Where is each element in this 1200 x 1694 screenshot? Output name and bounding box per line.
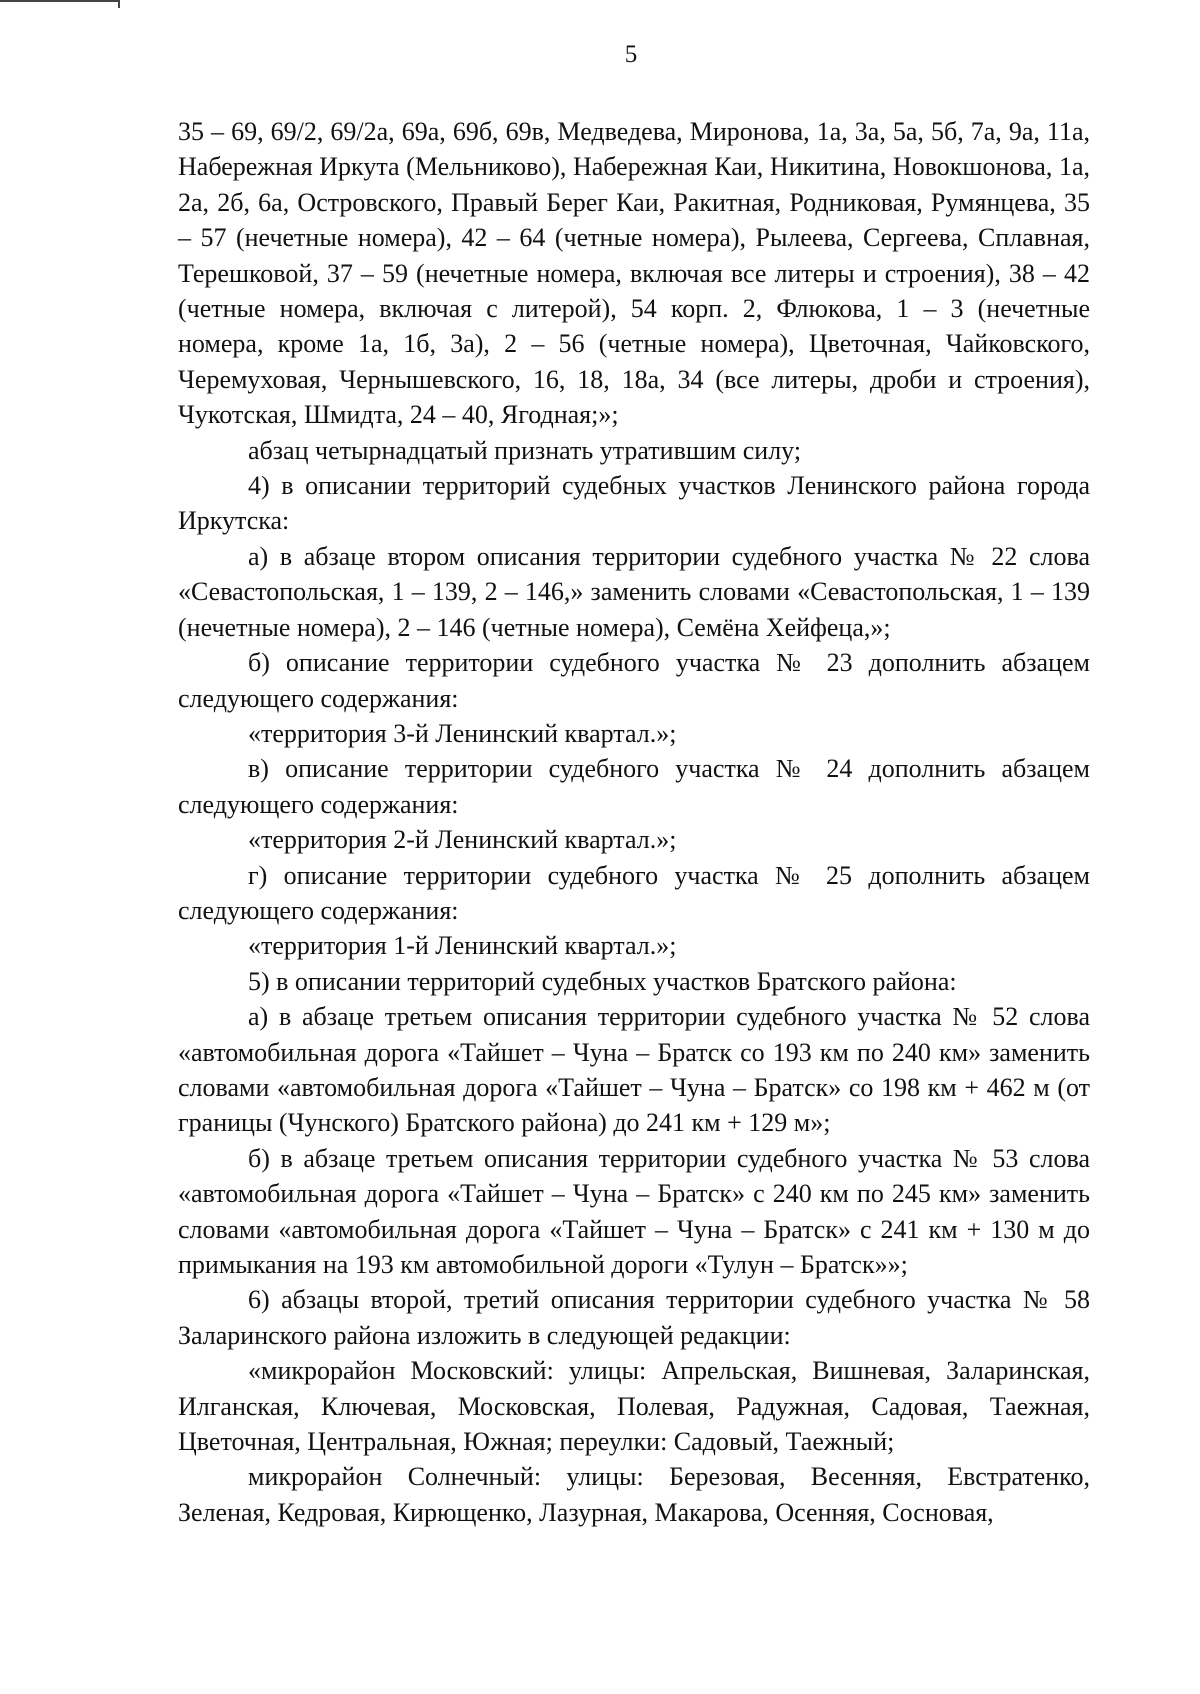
paragraph-item-4b: б) описание территории судебного участка № 23 дополнить абзацем следующего содержания: <box>178 648 1090 713</box>
paragraph-item-4a: а) в абзаце втором описания территории судебного участка № 22 слова «Севастопольская, 1 – 139, 2 – 146,» заменить словами «Севастопольская, 1 – 139 (нечетные номера), 2 – 146 (четные номера), Семёна Хейфеца,»; <box>178 541 1090 642</box>
page-number: 5 <box>624 41 638 68</box>
paragraph-item-4c: в) описание территории судебного участка № 24 дополнить абзацем следующего содержания: <box>178 754 1090 819</box>
paragraph-item-5: 5) в описании территорий судебных участков Братского района: <box>248 966 957 996</box>
document-body <box>178 114 1090 1530</box>
paragraph-14-repeal: абзац четырнадцатый признать утратившим силу; <box>248 435 802 465</box>
paragraph-item-5b: б) в абзаце третьем описания территории судебного участка № 53 слова «автомобильная дорога «Тайшет – Чуна – Братск» с 240 км по 245 км» заменить словами «автомобильная дорога «Тайшет – Чуна – Братск» с 241 км + 130 м до примыкания на 193 км автомобильной дороги «Тулун – Братск»»; <box>178 1143 1090 1279</box>
paragraph-item-4b-quote: «территория 3-й Ленинский квартал.»; <box>248 718 677 748</box>
paragraph-item-6-solnechny: микрорайон Солнечный: улицы: Березовая, Весенняя, Евстратенко, Зеленая, Кедровая, Кирющенко, Лазурная, Макарова, Осенняя, Сосновая, <box>178 1462 1090 1527</box>
paragraph-street-list: 35 – 69, 69/2, 69/2а, 69а, 69б, 69в, Медведева, Миронова, 1а, 3а, 5а, 5б, 7а, 9а, 11а, Набережная Иркута (Мельниково), Набережная Каи, Никитина, Новокшонова, 1а, 2а, 2б, 6а, Островского, Правый Берег Каи, Ракитная, Родниковая, Румянцева, 35 – 57 (нечетные номера), 42 – 64 (четные номера), Рылеева, Сергеева, Сплавная, Терешковой, 37 – 59 (нечетные номера, включая все литеры и строения), 38 – 42 (четные номера, включая с литерой), 54 корп. 2, Флюкова, 1 – 3 (нечетные номера, кроме 1а, 1б, 3а), 2 – 56 (четные номера), Цветочная, Чайковского, Черемуховая, Чернышевского, 16, 18, 18а, 34 (все литеры, дроби и строения), Чукотская, Шмидта, 24 – 40, Ягодная;»; <box>178 117 1090 430</box>
scan-border-mark <box>0 0 120 8</box>
paragraph-item-4d: г) описание территории судебного участка № 25 дополнить абзацем следующего содержания: <box>178 860 1090 925</box>
paragraph-item-6: 6) абзацы второй, третий описания территории судебного участка № 58 Заларинского района изложить в следующей редакции: <box>178 1285 1090 1350</box>
paragraph-item-4c-quote: «территория 2-й Ленинский квартал.»; <box>248 825 677 855</box>
paragraph-item-4d-quote: «территория 1-й Ленинский квартал.»; <box>248 931 677 961</box>
paragraph-item-5a: а) в абзаце третьем описания территории судебного участка № 52 слова «автомобильная дорога «Тайшет – Чуна – Братск со 193 км по 240 км» заменить словами «автомобильная дорога «Тайшет – Чуна – Братск» со 198 км + 462 м (от границы (Чунского) Братского района) до 241 км + 129 м»; <box>178 1002 1090 1138</box>
paragraph-item-4: 4) в описании территорий судебных участков Ленинского района города Иркутска: <box>178 471 1090 536</box>
paragraph-item-6-moskovsky: «микрорайон Московский: улицы: Апрельская, Вишневая, Заларинская, Илганская, Ключевая, Московская, Полевая, Радужная, Садовая, Таежная, Цветочная, Центральная, Южная; переулки: Садовый, Таежный; <box>178 1356 1090 1457</box>
